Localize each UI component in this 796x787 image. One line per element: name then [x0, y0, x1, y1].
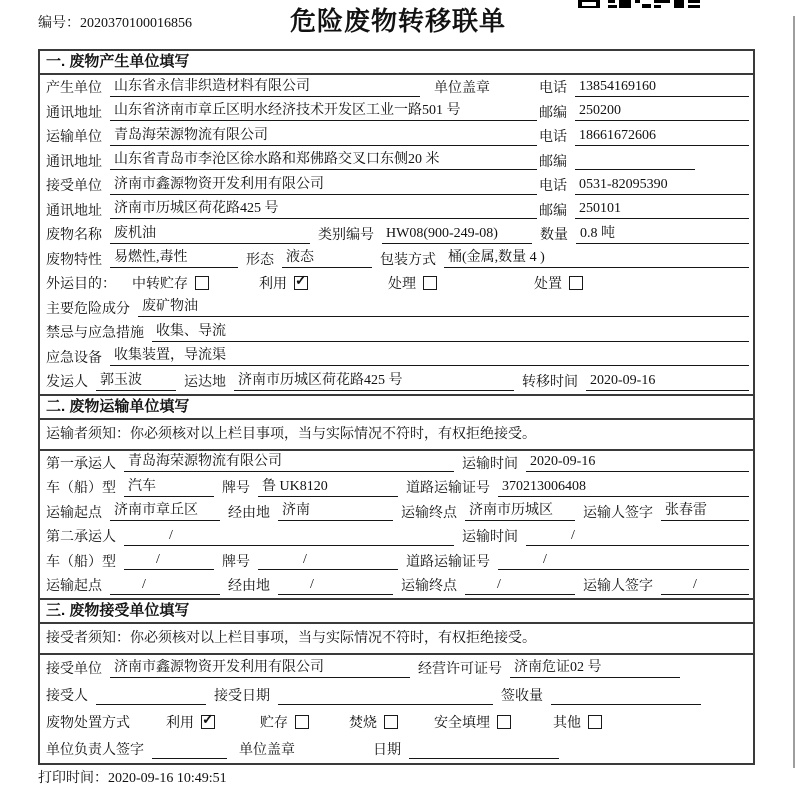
vehicle-type-value: 汽车 — [124, 478, 214, 497]
shipper-value: 郭玉波 — [96, 372, 176, 391]
destination-value: 济南市历城区荷花路425 号 — [234, 372, 514, 391]
checkbox-icon — [295, 715, 309, 729]
accept-person-value — [96, 686, 206, 705]
accept-date-value — [278, 686, 493, 705]
phone-label: 电话 — [539, 179, 567, 195]
packing-label: 包装方式 — [380, 252, 436, 268]
signed-quantity-label: 签收量 — [501, 689, 543, 704]
row-transporter — [40, 124, 753, 149]
plate-label: 牌号 — [222, 481, 250, 497]
row-route-1 — [40, 500, 753, 525]
receiver-value: 济南市鑫源物资开发利用有限公司 — [110, 176, 537, 195]
address-label: 通讯地址 — [46, 203, 102, 219]
purpose-option-dispose — [534, 273, 583, 293]
road-permit2-value: / — [498, 551, 749, 570]
route-origin-value: 济南市章丘区 — [110, 502, 220, 521]
road-permit-value: 370213006408 — [498, 478, 749, 497]
first-carrier-label: 第一承运人 — [46, 456, 116, 472]
option-label: 其他 — [553, 716, 581, 731]
route-end-label: 运输终点 — [401, 505, 457, 521]
manifest-form — [38, 49, 755, 765]
phone-label: 电话 — [539, 81, 567, 97]
quantity-value: 0.8 吨 — [576, 225, 749, 244]
address-label: 通讯地址 — [46, 105, 102, 121]
producer-value: 山东省永信非织造材料有限公司 — [110, 78, 420, 97]
option-label: 处置 — [534, 277, 562, 293]
row-receiver-address — [40, 198, 753, 223]
plate-value: 鲁 UK8120 — [258, 478, 398, 497]
accept-date-label: 接受日期 — [214, 689, 270, 704]
option-label: 中转贮存 — [132, 277, 188, 293]
checkbox-icon — [294, 276, 308, 290]
plate2-value: / — [258, 551, 398, 570]
serial-number — [38, 12, 192, 32]
disposal-option-storage — [260, 712, 309, 732]
checkbox-icon — [569, 276, 583, 290]
route-via-value: 济南 — [278, 502, 393, 521]
route-origin2-value: / — [110, 576, 220, 595]
receiver-zip-value: 250101 — [575, 200, 749, 219]
disposal-option-other — [553, 712, 602, 732]
qr-code-partial-icon — [578, 0, 700, 9]
transport-time-label: 运输时间 — [462, 456, 518, 472]
license-value: 济南危证02 号 — [510, 659, 680, 678]
disposal-method-label: 废物处置方式 — [46, 716, 130, 731]
row-responsible-sign — [40, 736, 753, 763]
transport-time-label: 运输时间 — [462, 530, 518, 546]
first-carrier-value: 青岛海荣源物流有限公司 — [124, 453, 454, 472]
vehicle-type-label: 车（船）型 — [46, 481, 116, 497]
taboo-measures-value: 收集、导流 — [152, 323, 749, 342]
date-value — [409, 740, 559, 759]
disposal-option-utilize — [166, 712, 215, 732]
transport-time2-value: / — [526, 527, 749, 546]
route-origin-label: 运输起点 — [46, 505, 102, 521]
route-via-label: 经由地 — [228, 579, 270, 595]
receiver-phone-value: 0531-82095390 — [575, 176, 749, 195]
transporter-value: 青岛海荣源物流有限公司 — [110, 127, 537, 146]
disposal-option-landfill — [434, 712, 511, 732]
route-end2-value: / — [465, 576, 575, 595]
row-accept-unit — [40, 655, 753, 682]
row-vehicle-type-2 — [40, 549, 753, 574]
checkbox-icon — [497, 715, 511, 729]
phone-label: 电话 — [539, 130, 567, 146]
waste-name-label: 废物名称 — [46, 228, 102, 244]
producer-label: 产生单位 — [46, 81, 102, 97]
category-code-label: 类别编号 — [318, 228, 374, 244]
row-disposal-method — [40, 709, 753, 736]
option-label: 安全填埋 — [434, 716, 490, 731]
purpose-option-treat — [388, 273, 437, 293]
carrier-sign-label: 运输人签字 — [583, 579, 653, 595]
responsible-sign-value — [152, 740, 227, 759]
option-label: 利用 — [259, 277, 287, 293]
print-time: 打印时间：2020-09-16 10:49:51 — [38, 770, 227, 786]
row-first-carrier — [40, 451, 753, 476]
page-right-edge — [793, 16, 795, 768]
route-end-label: 运输终点 — [401, 579, 457, 595]
carrier-sign-label: 运输人签字 — [583, 505, 653, 521]
vehicle-type-label: 车（船）型 — [46, 554, 116, 570]
date-label: 日期 — [373, 743, 401, 758]
transporter-address-value: 山东省青岛市李沧区徐水路和郑佛路交叉口东侧20 米 — [110, 151, 537, 170]
checkbox-icon — [588, 715, 602, 729]
destination-label: 运达地 — [184, 375, 226, 391]
transporter-zip-value — [575, 151, 695, 170]
section1-title: 一. 废物产生单位填写 — [40, 51, 753, 75]
plate-label: 牌号 — [222, 554, 250, 570]
receiver-label: 接受单位 — [46, 179, 102, 195]
section2-title: 二. 废物运输单位填写 — [40, 394, 753, 420]
carrier-sign-value: 张春雷 — [661, 502, 749, 521]
zip-label: 邮编 — [539, 105, 567, 121]
checkbox-icon — [201, 715, 215, 729]
row-transfer-purpose — [40, 271, 753, 296]
route-via-label: 经由地 — [228, 505, 270, 521]
accept-unit-label: 接受单位 — [46, 662, 102, 677]
transfer-purpose-label: 外运目的： — [46, 277, 116, 293]
packing-value: 桶(金属,数量 4 ) — [444, 249, 749, 268]
producer-address-value: 山东省济南市章丘区明水经济技术开发区工业一路501 号 — [110, 102, 537, 121]
waste-character-value: 易燃性,毒性 — [110, 249, 238, 268]
transfer-date-label: 转移时间 — [522, 375, 578, 391]
purpose-option-storage — [132, 273, 209, 293]
producer-zip-value: 250200 — [575, 102, 749, 121]
section3-title: 三. 废物接受单位填写 — [40, 598, 753, 624]
accept-person-label: 接受人 — [46, 689, 88, 704]
carrier-sign2-value: / — [661, 576, 749, 595]
unit-seal-label: 单位盖章 — [239, 743, 295, 758]
transport-time-value: 2020-09-16 — [526, 453, 749, 472]
second-carrier-label: 第二承运人 — [46, 530, 116, 546]
page-title: 危险废物转移联单 — [289, 6, 506, 36]
zip-label: 邮编 — [539, 203, 567, 219]
section3-rows — [40, 655, 753, 763]
row-waste-character — [40, 247, 753, 272]
signed-quantity-value — [551, 686, 701, 705]
hazard-component-label: 主要危险成分 — [46, 301, 130, 317]
checkbox-icon — [195, 276, 209, 290]
row-waste-name — [40, 222, 753, 247]
emergency-equipment-label: 应急设备 — [46, 350, 102, 366]
option-label: 焚烧 — [349, 716, 377, 731]
option-label: 处理 — [388, 277, 416, 293]
row-transporter-address — [40, 149, 753, 174]
vehicle-type2-value: / — [124, 551, 214, 570]
document-header — [0, 0, 796, 46]
license-label: 经营许可证号 — [418, 662, 502, 677]
row-producer — [40, 75, 753, 100]
producer-phone-value: 13854169160 — [575, 78, 749, 97]
transporter-label: 运输单位 — [46, 130, 102, 146]
row-route-2 — [40, 573, 753, 598]
accept-unit-value: 济南市鑫源物资开发利用有限公司 — [110, 659, 410, 678]
purpose-option-utilize — [259, 273, 308, 293]
waste-character-label: 废物特性 — [46, 252, 102, 268]
hazard-component-value: 废矿物油 — [138, 298, 749, 317]
emergency-equipment-value: 收集装置，导流渠 — [110, 347, 749, 366]
responsible-sign-label: 单位负责人签字 — [46, 743, 144, 758]
second-carrier-value: / — [124, 527, 454, 546]
row-taboo-measures — [40, 320, 753, 345]
taboo-measures-label: 禁忌与应急措施 — [46, 326, 144, 342]
row-hazard-component — [40, 296, 753, 321]
road-permit-label: 道路运输证号 — [406, 481, 490, 497]
address-label: 通讯地址 — [46, 154, 102, 170]
row-second-carrier — [40, 524, 753, 549]
quantity-label: 数量 — [540, 228, 568, 244]
serial-value: 2020370100016856 — [80, 16, 192, 31]
road-permit-label: 道路运输证号 — [406, 554, 490, 570]
zip-label: 邮编 — [539, 154, 567, 170]
unit-seal-label: 单位盖章 — [434, 81, 490, 97]
route-origin-label: 运输起点 — [46, 579, 102, 595]
row-accept-person — [40, 682, 753, 709]
waste-name-value: 废机油 — [110, 225, 310, 244]
disposal-option-incinerate — [349, 712, 398, 732]
serial-label: 编号： — [38, 16, 80, 31]
option-label: 利用 — [166, 716, 194, 731]
row-emergency-equipment — [40, 345, 753, 370]
checkbox-icon — [384, 715, 398, 729]
form-label: 形态 — [246, 252, 274, 268]
transporter-phone-value: 18661672606 — [575, 127, 749, 146]
transporter-notice: 运输者须知：你必须核对以上栏目事项，当与实际情况不符时，有权拒绝接受。 — [40, 420, 753, 451]
option-label: 贮存 — [260, 716, 288, 731]
row-shipper — [40, 369, 753, 394]
receiver-notice: 接受者须知：你必须核对以上栏目事项，当与实际情况不符时，有权拒绝接受。 — [40, 624, 753, 655]
receiver-address-value: 济南市历城区荷花路425 号 — [110, 200, 537, 219]
row-vehicle-type-1 — [40, 475, 753, 500]
route-end-value: 济南市历城区 — [465, 502, 575, 521]
route-via2-value: / — [278, 576, 393, 595]
shipper-label: 发运人 — [46, 375, 88, 391]
row-receiver — [40, 173, 753, 198]
form-value: 液态 — [282, 249, 372, 268]
checkbox-icon — [423, 276, 437, 290]
category-code-value: HW08(900-249-08) — [382, 225, 532, 244]
transfer-date-value: 2020-09-16 — [586, 372, 749, 391]
row-producer-address — [40, 100, 753, 125]
